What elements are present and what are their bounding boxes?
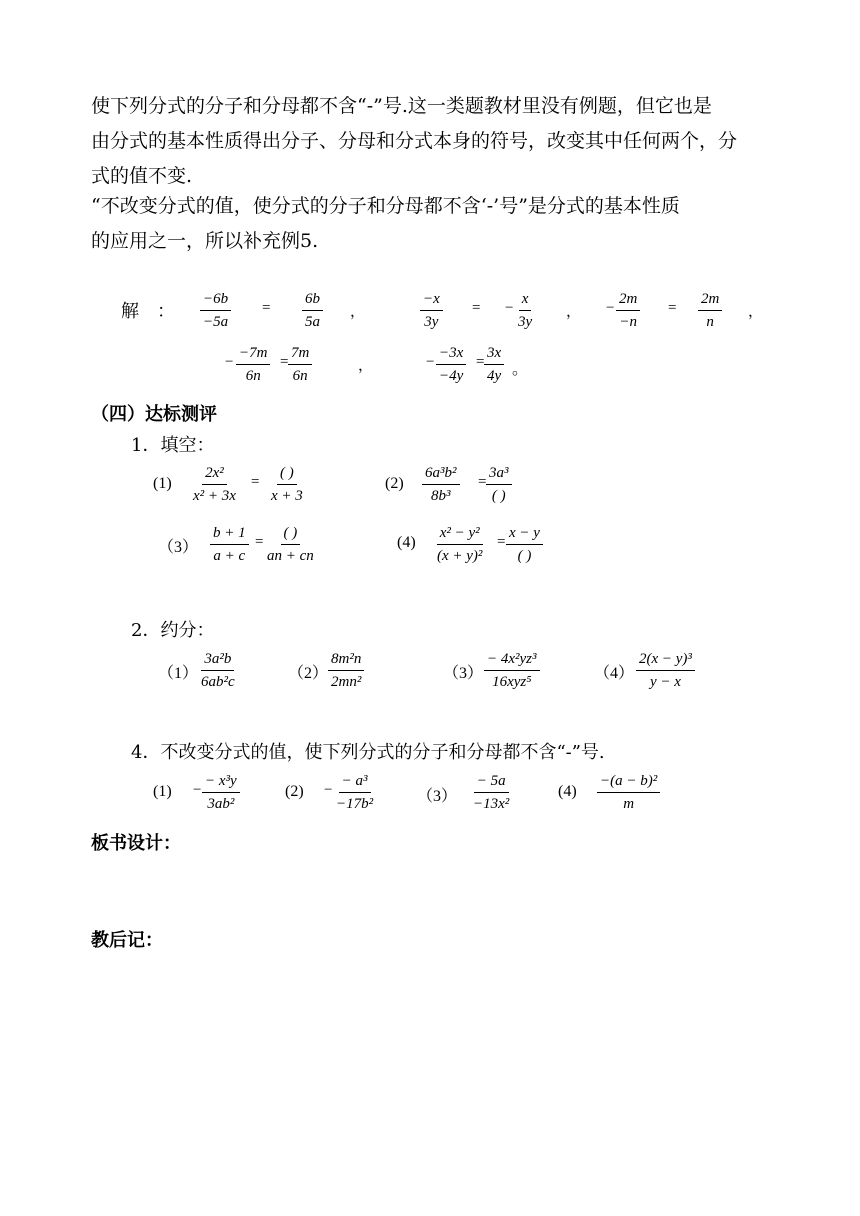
- item-label: (2): [385, 475, 404, 492]
- equals-sign: =: [497, 534, 506, 550]
- item-label: （4）: [594, 665, 635, 682]
- item-label: （2）: [288, 665, 329, 682]
- solution-fraction: $\frac{-6b}{-5a}$: [200, 288, 231, 333]
- solution-label: 解 ：: [121, 301, 175, 322]
- reduce-fraction: $\frac{\text{2(x − y)³}}{y - x}$: [636, 648, 695, 693]
- solution-fraction: $\frac{6b}{5a}$: [302, 288, 323, 333]
- equals-sign: =: [668, 300, 677, 316]
- item-label: （3）: [443, 665, 484, 682]
- solution-fraction: $\frac{2m}{-n}$: [616, 288, 640, 333]
- minus-sign: −: [324, 782, 333, 798]
- equals-sign: =: [280, 354, 289, 370]
- fill-fraction: $\frac{\text{6a³b²}}{\text{8b³}}$: [422, 462, 460, 507]
- item-label: (4): [397, 534, 416, 551]
- fill-fraction: ( ) an + cn: [264, 522, 317, 567]
- solution-fraction: $\frac{7m}{6n}$: [288, 342, 312, 387]
- comma: ，: [566, 304, 582, 320]
- item-label: （3）: [417, 788, 458, 805]
- fill-fraction: $\frac{\text{x² − y²}}{\text{(x + y)²}}$: [434, 522, 485, 567]
- fill-fraction: ( ) x + 3: [268, 462, 306, 507]
- intro-line-5: 的应用之一，所以补充例5.: [91, 230, 319, 252]
- sign-fraction: $\frac{\text{− a³}}{\text{−17b²}}$: [333, 770, 376, 815]
- item-label: (2): [285, 783, 304, 800]
- question-2-title: 2．约分：: [131, 620, 215, 641]
- solution-fraction: $\frac{x}{3y}$: [515, 288, 535, 333]
- item-label: (1): [153, 475, 172, 492]
- equals-sign: =: [255, 534, 264, 550]
- reduce-fraction: − 4x²yz³ 16xyz⁵: [484, 648, 540, 693]
- solution-fraction: $\frac{-7m}{6n}$: [236, 342, 270, 387]
- intro-line-2: 由分式的基本性质得出分子、分母和分式本身的符号，改变其中任何两个，分: [91, 130, 738, 152]
- item-label: （1）: [158, 665, 199, 682]
- sign-fraction: $\frac{\text{−(a − b)²}}{m}$: [597, 770, 660, 815]
- item-label: （3）: [158, 539, 199, 556]
- full-stop: 。: [512, 361, 529, 378]
- solution-fraction: $\frac{2m}{n}$: [698, 288, 722, 333]
- equals-sign: =: [476, 354, 485, 370]
- equals-sign: =: [478, 474, 487, 490]
- equals-sign: =: [251, 474, 260, 490]
- comma: ，: [748, 304, 764, 320]
- equals-sign: =: [472, 300, 481, 316]
- section-title: （四）达标测评: [91, 404, 217, 425]
- fill-fraction: x − y ( ): [506, 522, 543, 567]
- board-design-heading: 板书设计：: [91, 833, 181, 854]
- solution-fraction: $\frac{-3x}{-4y}$: [436, 342, 466, 387]
- comma: ，: [350, 304, 366, 320]
- minus-sign: −: [193, 782, 202, 798]
- minus-sign: −: [426, 354, 435, 370]
- fill-fraction: 3a³ ( ): [486, 462, 512, 507]
- intro-line-3: 式的值不变.: [91, 165, 193, 187]
- intro-line-1: 使下列分式的分子和分母都不含“-”号.这一类题教材里没有例题，但它也是: [91, 95, 712, 117]
- minus-sign: −: [606, 300, 615, 316]
- reduce-fraction: $\frac{\text{3a²b}}{\text{6ab²c}}$: [198, 648, 238, 693]
- question-4-title: 4．不改变分式的值，使下列分式的分子和分母都不含“-”号.: [131, 742, 605, 763]
- comma: ，: [358, 358, 374, 374]
- item-label: (1): [153, 783, 172, 800]
- solution-fraction: $\frac{-x}{3y}$: [420, 288, 443, 333]
- question-1-title: 1．填空：: [131, 435, 215, 456]
- intro-line-4: “不改变分式的值，使分式的分子和分母都不含‘-’号”是分式的基本性质: [91, 195, 680, 217]
- minus-sign: −: [225, 354, 234, 370]
- sign-fraction: $\frac{- 5a}{\text{−13x²}}$: [470, 770, 512, 815]
- after-class-heading: 教后记：: [91, 930, 163, 951]
- reduce-fraction: $\frac{\text{8m²n}}{\text{2mn²}}$: [328, 648, 364, 693]
- fill-fraction: $\frac{b + 1}{a + c}$: [210, 522, 249, 567]
- solution-fraction: $\frac{3x}{4y}$: [484, 342, 504, 387]
- minus-sign: −: [505, 300, 514, 316]
- equals-sign: =: [262, 300, 271, 316]
- item-label: (4): [558, 783, 577, 800]
- sign-fraction: $\frac{\text{− x³y}}{\text{3ab²}}$: [202, 770, 240, 815]
- fill-fraction: $\frac{\text{2x²}}{\text{x² + 3x}}$: [190, 462, 239, 507]
